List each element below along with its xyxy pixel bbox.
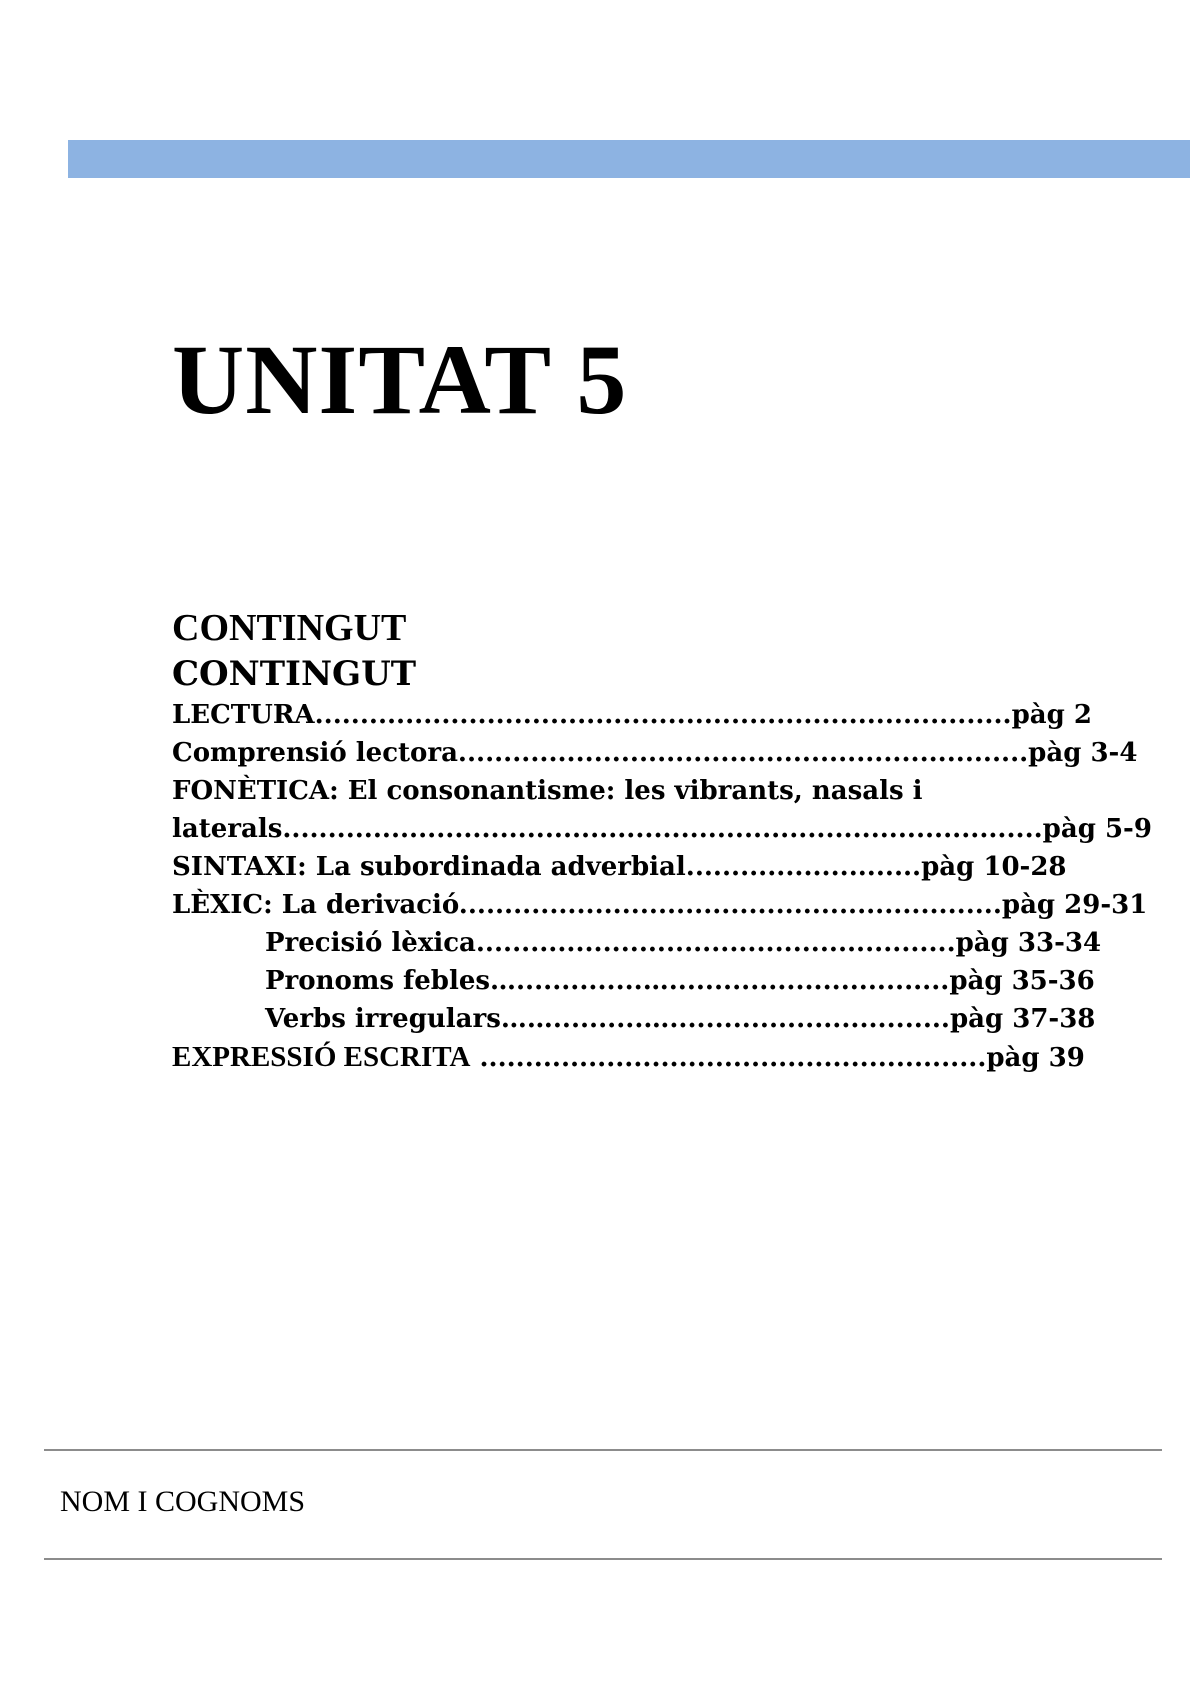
toc-heading-repeat: CONTINGUT [172, 654, 417, 694]
footer-top-rule [44, 1449, 1162, 1451]
toc-entry-verbs-irregulars: Verbs irregulars……..........…...............................pàg 37-38 [265, 1004, 1096, 1034]
toc-heading: CONTINGUT [172, 607, 407, 649]
name-field-label: NOM I COGNOMS [60, 1485, 306, 1518]
toc-entry-expressio-escrita-page: ........................................................pàg 39 [470, 1043, 1085, 1073]
toc-entry-lectura: LECTURA.............................................................................pàg 2 [172, 700, 1092, 730]
toc-entry-lexic: LÈXIC: La derivació............................................................pàg 29-31 [172, 890, 1148, 920]
toc-entry-fonetica-continued: laterals....................................................................................pàg 5-9 [172, 814, 1152, 844]
table-of-contents [172, 605, 1152, 1077]
toc-entry-expressio-escrita-label: EXPRESSIÓ ESCRITA [172, 1041, 471, 1073]
toc-entry-comprensio-lectora: Comprensió lectora...............................................................pàg 3-4 [172, 738, 1138, 768]
toc-entry-fonetica: FONÈTICA: El consonantisme: les vibrants, nasals i [172, 776, 923, 806]
toc-entry-sintaxi: SINTAXI: La subordinada adverbial..........................pàg 10-28 [172, 852, 1067, 882]
toc-entry-precisio-lexica: Precisió lèxica.....................................................pàg 33-34 [265, 928, 1102, 958]
toc-entry-expressio-escrita [172, 1038, 1085, 1077]
footer-bottom-rule [44, 1558, 1162, 1560]
unit-title: UNITAT 5 [172, 324, 628, 435]
header-color-band [68, 140, 1190, 178]
toc-entry-pronoms-febles: Pronoms febles…..............…...............................pàg 35-36 [265, 966, 1095, 996]
